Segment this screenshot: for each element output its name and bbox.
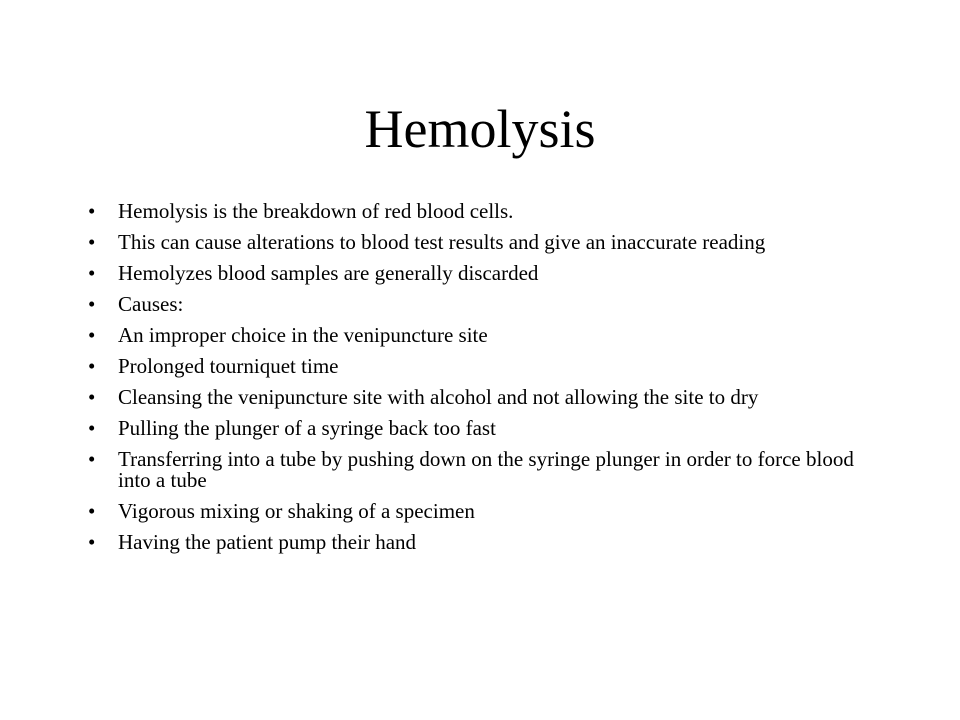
bullet-glyph: • — [88, 447, 96, 471]
bullet-item — [88, 418, 878, 439]
bullet-text: Prolonged tourniquet time — [118, 354, 339, 378]
bullet-glyph: • — [88, 199, 96, 223]
bullet-text: Vigorous mixing or shaking of a specimen — [118, 499, 475, 523]
bullet-item — [88, 387, 878, 408]
bullet-glyph: • — [88, 261, 96, 285]
bullet-item — [88, 501, 878, 522]
bullet-text: An improper choice in the venipuncture site — [118, 323, 488, 347]
bullet-item — [88, 449, 878, 491]
bullet-glyph: • — [88, 354, 96, 378]
bullet-text: This can cause alterations to blood test results and give an inaccurate reading — [118, 230, 766, 254]
bullet-list — [88, 201, 878, 563]
bullet-text: Having the patient pump their hand — [118, 530, 417, 554]
bullet-glyph: • — [88, 323, 96, 347]
bullet-glyph: • — [88, 530, 96, 554]
bullet-item — [88, 294, 878, 315]
bullet-item — [88, 263, 878, 284]
bullet-item — [88, 356, 878, 377]
bullet-text: Cleansing the venipuncture site with alcohol and not allowing the site to dry — [118, 385, 759, 409]
bullet-text: Transferring into a tube by pushing down on the syringe plunger in order to force blood into a tube — [118, 447, 854, 492]
bullet-item — [88, 201, 878, 222]
slide-title: Hemolysis — [364, 99, 596, 159]
bullet-glyph: • — [88, 230, 96, 254]
bullet-text: Pulling the plunger of a syringe back too fast — [118, 416, 496, 440]
bullet-item — [88, 532, 878, 553]
bullet-item — [88, 232, 878, 253]
bullet-text: Causes: — [118, 292, 184, 316]
bullet-text: Hemolysis is the breakdown of red blood cells. — [118, 199, 514, 223]
bullet-glyph: • — [88, 499, 96, 523]
bullet-text: Hemolyzes blood samples are generally discarded — [118, 261, 539, 285]
bullet-glyph: • — [88, 292, 96, 316]
bullet-item — [88, 325, 878, 346]
bullet-glyph: • — [88, 416, 96, 440]
bullet-glyph: • — [88, 385, 96, 409]
